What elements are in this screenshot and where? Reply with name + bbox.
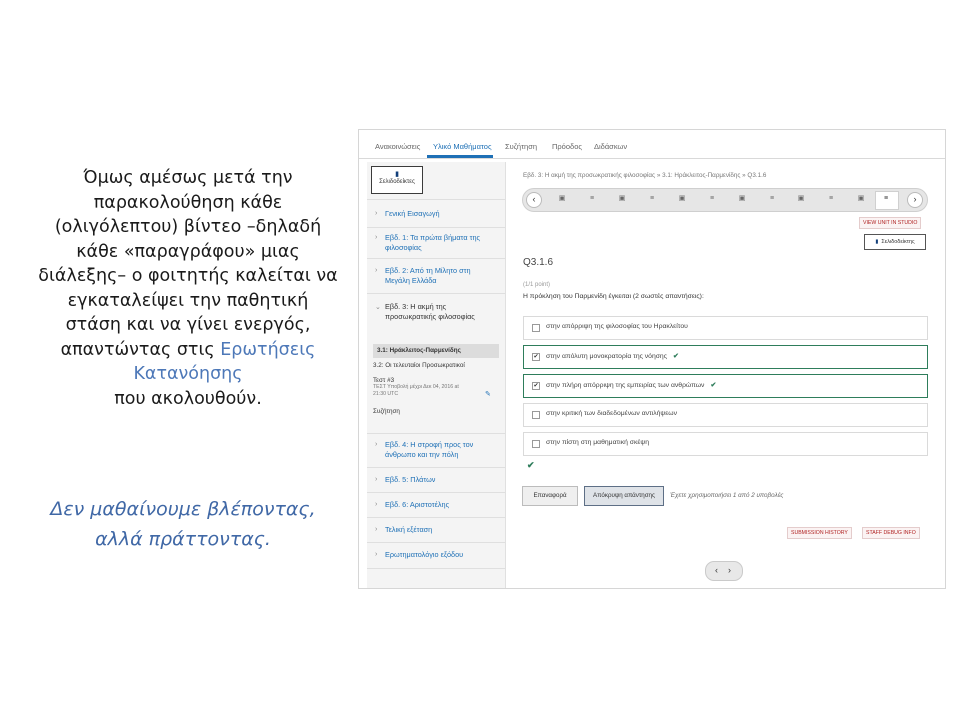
sidebar-item-final-exam[interactable] [367, 517, 505, 543]
tab-instructor[interactable]: Διδάσκων [594, 142, 628, 151]
problem-unit-icon[interactable]: ≡ [709, 195, 715, 202]
slide-line [18, 338, 358, 363]
correct-status-icon: ✔ [527, 460, 535, 470]
unit-pager [705, 561, 743, 581]
subsection-discussion[interactable]: Συζήτηση [373, 408, 400, 415]
subsection-test3[interactable]: Τεστ #3 [373, 377, 395, 384]
subsection-heraclitus-parmenides[interactable]: 3.1: Ηράκλειτος-Παρμενίδης [373, 344, 499, 358]
bookmark-icon: ▮ [875, 239, 879, 245]
sidebar-item-label: Εβδ. 6: Αριστοτέλης [385, 500, 450, 509]
test-due-date: ΤΕΣΤ Υποβολή μέχρι Δεκ 04, 2016 at [373, 384, 459, 390]
test-due-time: 21:30 UTC [373, 391, 399, 397]
slide-line: (ολιγόλεπτου) βίντεο –δηλαδή [54, 217, 322, 237]
chevron-right-icon: › [375, 234, 378, 241]
sidebar-item-week1[interactable] [367, 227, 505, 259]
slide-line: παρακολούθηση κάθε [93, 192, 283, 213]
bookmark-label: Σελιδοδείκτης [881, 239, 915, 245]
attempts-counter: Έχετε χρησιμοποιήσει 1 από 2 υποβολές [670, 492, 784, 499]
answer-text: στην πλήρη απόρριψη της εμπειρίας των ανθρώπων [546, 382, 705, 389]
breadcrumb: Εβδ. 3: Η ακμή της προσωκρατικής φιλοσοφίας » 3.1: Ηράκλειτος-Παρμενίδης » Q3.1.6 [523, 172, 767, 179]
video-unit-icon[interactable]: ▣ [857, 195, 865, 202]
next-unit-button[interactable]: › [728, 565, 731, 575]
sidebar-item-exit-survey[interactable] [367, 542, 505, 569]
slide-motto-line: αλλά πράττοντας. [95, 528, 271, 550]
bookmarks-button[interactable] [371, 166, 423, 194]
course-screenshot [358, 129, 946, 589]
sidebar-item-label: Γενική Εισαγωγή [385, 209, 440, 218]
chevron-right-icon: › [375, 441, 378, 448]
sidebar-item-week4[interactable] [367, 433, 505, 468]
chevron-right-icon: › [375, 476, 378, 483]
edit-icon[interactable]: ✎ [485, 391, 491, 398]
bookmarks-label: Σελιδοδείκτες [379, 179, 415, 185]
chevron-right-icon: › [375, 526, 378, 533]
slide-line: διάλεξης– ο φοιτητής καλείται να [38, 266, 338, 286]
problem-unit-icon[interactable]: ≡ [769, 195, 775, 202]
sidebar-item-week2[interactable] [367, 258, 505, 294]
correct-check-icon: ✔ [710, 382, 717, 389]
checkbox-checked[interactable]: ✔ [533, 383, 539, 389]
video-unit-icon[interactable]: ▣ [618, 195, 626, 202]
question-points: (1/1 point) [523, 282, 551, 288]
question-title: Q3.1.6 [523, 257, 554, 268]
slide-paragraph [18, 166, 358, 411]
answer-choice[interactable] [523, 432, 928, 456]
chevron-right-icon: › [375, 210, 378, 217]
slide-line: που ακολουθούν. [114, 388, 262, 409]
sidebar-item-label: Εβδ. 1: Τα πρώτα βήματα της φιλοσοφίας [385, 233, 481, 252]
course-sidebar [367, 162, 506, 589]
slide-highlight: Κατανόησης [133, 364, 243, 384]
submission-history-button[interactable]: SUBMISSION HISTORY [787, 527, 852, 539]
reset-button[interactable]: Επαναφορά [522, 486, 578, 506]
tab-announcements[interactable]: Ανακοινώσεις [375, 142, 421, 151]
chevron-down-icon: ⌄ [375, 304, 381, 311]
sidebar-item-week6[interactable] [367, 492, 505, 518]
video-unit-icon[interactable]: ▣ [558, 195, 566, 202]
slide-motto-line: Δεν μαθαίνουμε βλέποντας, [50, 498, 316, 520]
sidebar-item-week5[interactable] [367, 467, 505, 493]
sidebar-item-label: Εβδ. 5: Πλάτων [385, 475, 436, 484]
sidebar-item-label: Εβδ. 4: Η στροφή προς τον άνθρωπο και την πόλη [385, 440, 474, 459]
video-unit-icon[interactable]: ▣ [678, 195, 686, 202]
checkbox[interactable] [532, 411, 540, 419]
answer-choice[interactable] [523, 316, 928, 340]
active-tab-indicator [427, 155, 493, 158]
checkbox-checked[interactable]: ✔ [533, 354, 539, 360]
answer-text: στην κριτική των διαδεδομένων αντιλήψεων [546, 410, 677, 417]
slide-line: εγκαταλείψει την παθητική [67, 290, 309, 311]
course-tabs [359, 130, 945, 159]
sidebar-item-week3[interactable] [367, 293, 505, 434]
sidebar-item-label: Τελική εξέταση [385, 525, 433, 534]
answer-choice[interactable] [523, 345, 928, 369]
sidebar-item-label: Ερωτηματολόγιο εξόδου [385, 550, 464, 559]
tab-progress[interactable]: Πρόοδος [552, 142, 582, 151]
slide-text-fragment: απαντώντας στις [60, 339, 221, 360]
answer-text: στην απόλυτη μονοκρατορία της νόησης [546, 353, 667, 360]
chevron-right-icon: › [375, 267, 378, 274]
subsection-last-presocratics[interactable]: 3.2: Οι τελευταίοι Προσωκρατικοί [373, 362, 465, 369]
problem-unit-icon[interactable]: ≡ [589, 195, 595, 202]
slide-line: κάθε «παραγράφου» μιας [76, 241, 300, 262]
checkbox[interactable] [532, 324, 540, 332]
video-unit-icon[interactable]: ▣ [797, 195, 805, 202]
bookmark-icon: ▮ [395, 171, 399, 178]
staff-debug-button[interactable]: STAFF DEBUG INFO [862, 527, 920, 539]
chevron-right-icon: › [375, 551, 378, 558]
question-prompt: Η πρόκληση του Παρμενίδη έγκειται (2 σωστές απαντήσεις): [523, 293, 704, 300]
sidebar-item-label: Εβδ. 3: Η ακμή της προσωκρατικής φιλοσοφίας [385, 302, 475, 321]
tab-discussion[interactable]: Συζήτηση [505, 142, 538, 151]
video-unit-icon[interactable]: ▣ [738, 195, 746, 202]
answer-text: στην απόρριψη της φιλοσοφίας του Ηρακλείτου [546, 323, 688, 330]
answer-text: στην πίστη στη μαθηματική σκέψη [546, 439, 650, 446]
sidebar-item-intro[interactable] [367, 199, 505, 228]
problem-unit-icon: ≡ [883, 195, 889, 202]
prev-unit-button[interactable]: ‹ [715, 565, 718, 575]
sequence-navigation [522, 188, 928, 212]
problem-unit-icon[interactable]: ≡ [828, 195, 834, 202]
slide-line: Όμως αμέσως μετά την [83, 168, 293, 188]
slide-line: στάση και να γίνει ενεργός, [65, 315, 311, 335]
slide-motto [18, 494, 348, 554]
slide-highlight: Ερωτήσεις [220, 339, 316, 360]
problem-unit-icon[interactable]: ≡ [649, 195, 655, 202]
answer-choice[interactable] [523, 403, 928, 427]
correct-check-icon: ✔ [673, 353, 679, 360]
view-unit-in-studio-button[interactable]: VIEW UNIT IN STUDIO [859, 217, 921, 229]
bookmark-button[interactable] [864, 234, 926, 250]
sidebar-item-label: Εβδ. 2: Από τη Μίλητο στη Μεγάλη Ελλάδα [385, 266, 471, 285]
sequence-prev-button[interactable]: ‹ [526, 192, 542, 208]
checkbox[interactable] [532, 440, 540, 448]
chevron-right-icon: › [375, 501, 378, 508]
sequence-next-button[interactable]: › [907, 192, 923, 208]
hide-answer-button[interactable]: Απόκρυψη απάντησης [584, 486, 664, 506]
tab-course-material[interactable]: Υλικό Μαθήματος [433, 142, 492, 151]
answer-choice[interactable] [523, 374, 928, 398]
